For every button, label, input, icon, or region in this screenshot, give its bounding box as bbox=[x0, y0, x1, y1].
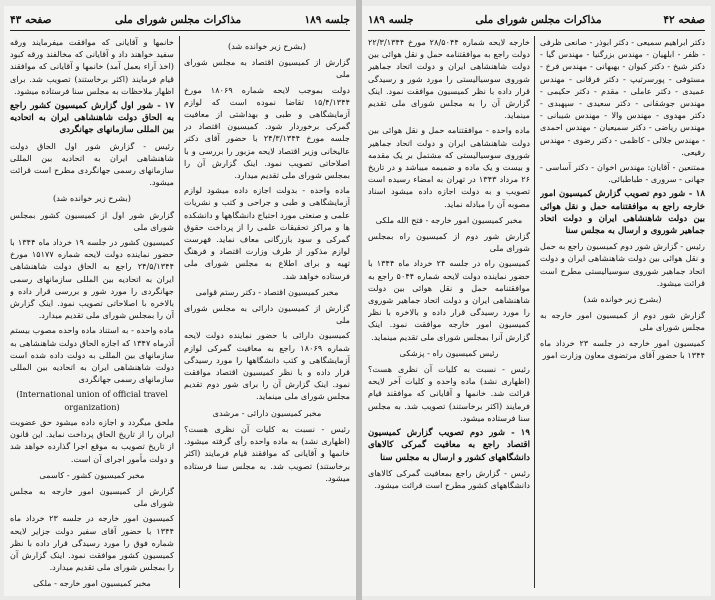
paragraph: دولت بموجب لایحه شماره ۱۸۰۶۹ مورخ ۱۵/۴/۱۳۴۴ تقاضا نموده است که لوازم آزمایشگاهی و طبی و بهداشتی از معافیت گمرکی برخوردار شود. کمیسیون اقتصاد در جلسه مورخ ۲۴/۳/۱۳۴۴ با حضور آقای دکتر عالیخانی وزیر اقتصاد لایحه مزبور را بررسی و با اصلاحاتی تصویب نمود. اینک گزارش آن را بمجلس شورای ملی تقدیم میدارد. bbox=[184, 84, 350, 181]
left-running-title: مذاکرات مجلس شورای ملی bbox=[114, 14, 242, 26]
left-page-left-column bbox=[10, 36, 174, 590]
paragraph: کمیسیون امور خارجه در جلسه ۲۳ خرداد ماه ۱۳۴۴ با حضور آقای مرتضوی معاون وزارت امور bbox=[540, 337, 705, 360]
centered-line: (بشرح زیر خوانده شد) bbox=[583, 294, 662, 305]
right-page-right-column bbox=[540, 36, 705, 590]
paragraph: ممتنعین - آقایان: مهندس اخوان - دکتر آساسی - جهانی - سروری - طباطبائی. bbox=[540, 162, 705, 185]
paragraph: گزارش از کمیسیون امور خارجه به مجلس شورای ملی bbox=[10, 485, 174, 509]
paragraph: رئیس - گزارش شور دوم کمیسیون راجع به حمل و نقل هوائی بین دولت شاهنشاهی ایران و دولت اتحاد جماهیر شوروی سوسیالیستی مطرح است قرائت میشود. bbox=[540, 241, 705, 288]
paragraph: گزارش از کمیسیون اقتصاد به مجلس شورای ملی bbox=[184, 57, 350, 80]
paragraph: ماده واحده - بدولت اجازه داده میشود لوازم آزمایشگاهی و طبی و جراحی و کتب و نشریات علمی و صنعتی مورد احتیاج دانشگاهها و دانشکده ها و مراکز تحقیقات علمی را از پرداخت حقوق گمرکی و سود بازرگانی معاف نماید. فهرست لوازم مذکور از طرف وزارت اقتصاد و فرهنگ تهیه و برای اطلاع به مجلس شورای ملی فرستاده خواهد شد. bbox=[184, 185, 350, 281]
right-page bbox=[362, 6, 711, 596]
section-heading: ۱۹ - شور دوم تصویب گزارش کمیسیون اقتصاد راجع به معافیت گمرکی کالاهای دانشگاههای کشور و ارسال به مجلس سنا bbox=[368, 428, 530, 463]
right-page-left-column bbox=[368, 36, 530, 590]
left-page bbox=[4, 6, 356, 596]
centered-line: مخبر کمیسیون امور خارجه - فتح الله ملکی bbox=[375, 214, 523, 225]
paragraph: رئیس - نسبت به کلیات آن نظری هست؟ (اظهاری نشد) به ماده واحده رأی گرفته میشود. خانمها و آقایانی که موافقند قیام فرمایند (اکثر برخاستند) تصویب شد. به مجلس سنا فرستاده میشود. bbox=[184, 423, 350, 483]
paragraph: رئیس - گزارش شور اول الحاق دولت شاهنشاهی ایران به اتحادیه بین المللی سازمانهای رسمی جهانگردی مطرح است قرائت میشود. bbox=[10, 140, 174, 188]
paragraph: خانمها و آقایانی که موافقت میفرمایند ورقه سفید خواهند داد و آقایانی که مخالفند ورقه کبود (اخذ آراء بعمل آمد) خانمها و آقایانی که موافقند قیام فرمایند (اکثر برخاستند) تصویب شد. برای اظهار ملاحظات به مجلس سنا فرستاده میشود. bbox=[10, 37, 174, 96]
right-session-number: جلسه ۱۸۹ bbox=[368, 14, 414, 26]
paragraph: کمیسیون راه در جلسه ۲۴ خرداد ماه ۱۳۴۴ با حضور نماینده دولت لایحه شماره ۵۰۴۴ راجع به موافقتنامه حمل و نقل هوائی بین دولت شاهنشاهی ایران و دولت اتحاد جماهیر شوروی را مورد رسیدگی قرار داده و بالاخره با نظر کمیسیون امور خارجه موافقت نمود. اینک گزارش آنرا بمجلس شورای ملی تقدیم مینماید. bbox=[368, 258, 530, 342]
left-session-number: جلسه ۱۸۹ bbox=[304, 14, 350, 26]
right-running-title: مذاکرات مجلس شورای ملی bbox=[475, 14, 602, 26]
column-divider bbox=[534, 36, 535, 588]
paragraph: گزارش شور اول از کمیسیون کشور بمجلس شورای ملی bbox=[10, 209, 174, 232]
centered-line: رئیس کمیسیون راه - پزشکی bbox=[399, 347, 499, 358]
paragraph: (International union of official travel organization) bbox=[16, 389, 168, 412]
paragraph: دکتر ابراهیم سمیعی - دکتر ابوذر - صانعی ظرفی - ظفر - ابلهیان - مهندس بزرگنیا - مهندس گیا - دکتر شیخ - دکتر کیوان - بهبهانی - مهندس فرخ - مستوفی - پورسرتیپ - دکتر فرقانی - مهندس عمیدی - دکتر عاملی - مقدم - دکتر حکیمی - مهندس جوشقانی - دکتر سعیدی - سپهبدی - دکتر مهدوی - مهندس والا - مهندس شیبانی - مهندس ریاضی - دکتر سمیعیان - مهندس احمدی - مهندس جلالی - کاظمی - دکتر رضوی - مهندس رفیعی. bbox=[540, 37, 705, 157]
centered-line: مخبر کمیسیون دارائی - مرشدی bbox=[212, 407, 322, 418]
paragraph: خارجه لایحه شماره ۲۸/۵۰۴۴ مورخ ۲۲/۳/۱۳۴۴ دولت راجع به موافقتنامه حمل و نقل هوائی بین دولت شاهنشاهی ایران و دولت اتحاد جماهیر شوروی سوسیالیستی را مورد شور و رسیدگی قرار داده با نظر کمیسیون موافقت نمود. اینک گزارش آن را به مجلس شورای ملی تقدیم مینماید. bbox=[368, 37, 530, 121]
centered-line: (بشرح زیر خوانده شد) bbox=[228, 41, 306, 51]
centered-line: مخبر کمیسیون کشور - کاسمی bbox=[39, 469, 145, 480]
paragraph: رئیس - گزارش راجع بمعافیت گمرکی کالاهای دانشگاههای کشور مطرح است قرائت میشود. bbox=[368, 467, 530, 490]
paragraph: کمیسیون دارائی با حضور نماینده دولت لایحه شماره ۱۸۰۶۹ راجع به معافیت گمرکی لوازم آزمایشگاهی و کتب دانشگاهها را مورد رسیدگی قرار داده و با نظر کمیسیون اقتصاد موافقت نمود. اینک گزارش آن را برای شور دوم تقدیم مجلس شورای ملی مینماید. bbox=[184, 330, 350, 402]
paragraph: گزارش شور دوم از کمیسیون راه بمجلس شورای ملی bbox=[368, 231, 530, 254]
paragraph: ماده واحده - موافقتنامه حمل و نقل هوائی بین دولت شاهنشاهی ایران و دولت اتحاد جماهیر شوروی سوسیالیستی که مشتمل بر یک مقدمه و بیست و یک ماده و ضمیمه میباشد و در تاریخ ۲۶ مرداد ۱۳۴۳ در تهران به امضاء رسیده است تصویب و به دولت اجازه داده میشود اسناد مصوبه آن را مبادله نماید. bbox=[368, 125, 530, 209]
paragraph: ملحق میگردد و اجازه داده میشود حق عضویت ایران را از تاریخ الحاق پرداخت نماید. این قانون از تاریخ تصویب به موقع اجرا گذارده خواهد شد و دولت مأمور اجرای آن است. bbox=[10, 416, 174, 464]
right-page-number: صفحه ۴۲ bbox=[663, 14, 705, 26]
paragraph: گزارش از کمیسیون دارائی به مجلس شورای ملی bbox=[184, 303, 350, 326]
left-page-number: صفحه ۴۳ bbox=[10, 14, 52, 26]
section-heading: ۱۸ - شور دوم تصویب گزارش کمیسیون امور خارجه راجع به موافقتنامه حمل و نقل هوائی بین دولت شاهنشاهی ایران و دولت اتحاد جماهیر شوروی و ارسال به مجلس سنا bbox=[540, 189, 705, 237]
centered-line: مخبر کمیسیون امور خارجه - ملکی bbox=[33, 578, 151, 589]
paragraph: رئیس - نسبت به کلیات آن نظری هست؟ (اظهاری نشد) ماده واحده و کلیات آخر لایحه قرائت شد. خانمها و آقایانی که موافقند قیام فرمایند (اکثر برخاستند) تصویب شد. به مجلس سنا فرستاده میشود. bbox=[368, 364, 530, 423]
paragraph: ماده واحده - به استناد ماده واحده مصوب بیستم آذرماه ۱۳۴۷ که اجازه الحاق دولت شاهنشاهی به سازمانهای بین المللی به دولت داده شده است دولت شاهنشاهی ایران به اتحادیه بین المللی سازمانهای رسمی جهانگردی bbox=[10, 325, 174, 385]
column-divider bbox=[179, 36, 180, 588]
left-page-header bbox=[10, 10, 350, 31]
section-heading: ۱۷ - شور اول گزارش کمیسیون کشور راجع به الحاق دولت شاهنشاهی ایران به اتحادیه بین المللی سازمانهای جهانگردی bbox=[10, 101, 174, 136]
left-page-right-column bbox=[184, 36, 350, 590]
right-page-header bbox=[368, 10, 705, 31]
centered-line: مخبر کمیسیون اقتصاد - دکتر رستم قوامی bbox=[195, 286, 339, 297]
paragraph: کمیسیون کشور در جلسه ۱۹ خرداد ماه ۱۳۴۴ با حضور نماینده دولت لایحه شماره ۱۵۱۷۷ مورخ ۲۴/۵/۱۳۴۴ راجع به الحاق دولت شاهنشاهی ایران به اتحادیه بین المللی سازمانهای رسمی جهانگردی را مورد شور و بررسی قرار داده و بالاخره با اصلاحاتی تصویب نمود. اینک گزارش آن را بمجلس شورای ملی تقدیم میدارد. bbox=[10, 237, 174, 321]
paragraph: کمیسیون امور خارجه در جلسه ۲۳ خرداد ماه ۱۳۴۴ با حضور آقای سفیر دولت جزایر لایحه شماره فوق را مورد رسیدگی قرار داده با نظر کمیسیون کشور موافقت نمود. اینک گزارش آن را بمجلس شورای ملی تقدیم میدارد. bbox=[10, 513, 174, 573]
paragraph: گزارش شور دوم از کمیسیون امور خارجه به مجلس شورای ملی bbox=[540, 310, 705, 333]
centered-line: (بشرح زیر خوانده شد) bbox=[53, 193, 131, 204]
